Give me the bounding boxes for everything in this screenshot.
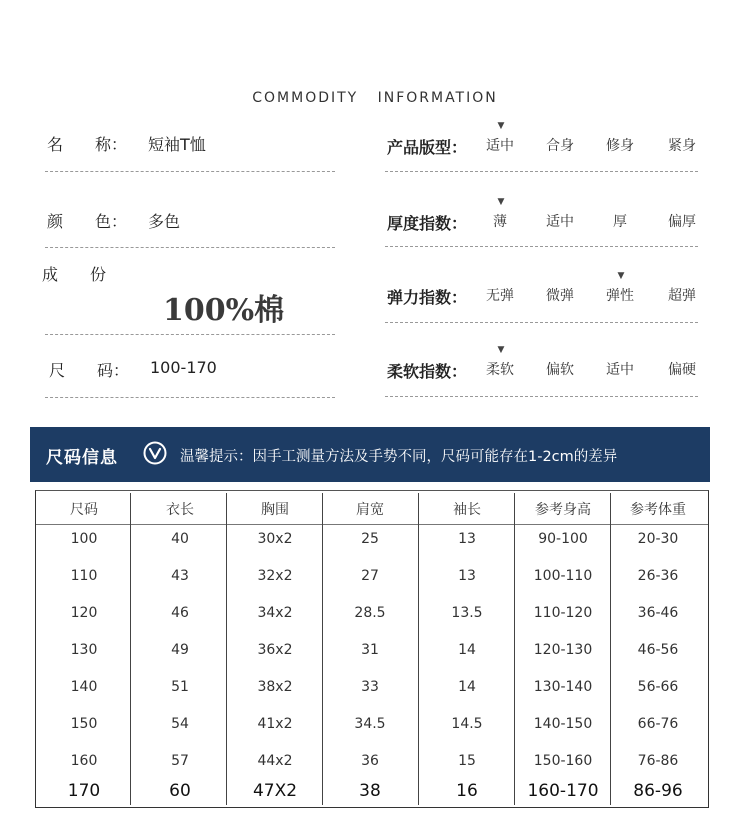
material-label: 成 份: [42, 265, 107, 284]
banner-tip: 温馨提示：因手工测量方法及手势不同，尺码可能存在1-2cm的差异: [180, 449, 618, 465]
table-cell: 38x2: [257, 679, 293, 695]
table-cell: 76-86: [637, 753, 679, 769]
index-label: 柔软指数：: [387, 362, 468, 381]
table-cell: 41x2: [257, 716, 293, 732]
table-cell: 43: [171, 568, 189, 584]
table-header-cell: 衣长: [166, 502, 194, 518]
table-cell: 100: [70, 531, 98, 547]
table-cell: 66-76: [637, 716, 679, 732]
index-option: 适中: [606, 362, 634, 378]
table-cell: 14.5: [451, 716, 483, 732]
table-cell: 27: [361, 568, 379, 584]
table-cell: 130: [70, 642, 98, 658]
table-cell: 13: [458, 531, 476, 547]
divider: [385, 396, 698, 397]
table-cell: 51: [171, 679, 189, 695]
table-cell: 120: [70, 605, 98, 621]
index-option: 修身: [606, 138, 634, 154]
table-cell: 160-170: [527, 781, 599, 801]
table-cell: 15: [458, 753, 476, 769]
index-option: 厚: [613, 214, 627, 230]
index-option: 紧身: [668, 138, 696, 154]
divider: [385, 322, 698, 323]
table-header-rule: [36, 524, 708, 525]
table-cell: 13.5: [451, 605, 483, 621]
selected-marker-icon: ▼: [617, 271, 625, 281]
table-header-cell: 胸围: [261, 502, 289, 518]
index-label: 厚度指数：: [387, 214, 468, 233]
table-header-cell: 肩宽: [356, 502, 384, 518]
table-cell: 25: [361, 531, 379, 547]
size-value: 100-170: [150, 358, 217, 377]
index-option: 薄: [493, 214, 507, 230]
index-option: 无弹: [486, 288, 514, 304]
divider: [385, 171, 698, 172]
table-cell: 60: [169, 781, 191, 801]
banner-title: 尺码信息: [46, 448, 118, 468]
table-cell: 38: [359, 781, 381, 801]
table-cell: 20-30: [637, 531, 679, 547]
table-cell: 30x2: [257, 531, 293, 547]
index-option: 偏软: [546, 362, 574, 378]
table-header-cell: 尺码: [70, 502, 98, 518]
name-label: 名 称：: [47, 135, 128, 154]
table-cell: 16: [456, 781, 478, 801]
index-option: 适中: [486, 138, 514, 154]
table-header-cell: 参考体重: [630, 502, 686, 518]
index-option: 微弹: [546, 288, 574, 304]
name-value: 短袖T恤: [148, 135, 206, 154]
selected-marker-icon: ▼: [497, 197, 505, 207]
table-cell: 110: [70, 568, 98, 584]
table-cell: 13: [458, 568, 476, 584]
table-cell: 31: [361, 642, 379, 658]
index-option: 柔软: [486, 362, 514, 378]
table-cell: 40: [171, 531, 189, 547]
check-circle-icon: [143, 441, 167, 465]
table-cell: 57: [171, 753, 189, 769]
table-cell: 90-100: [538, 531, 588, 547]
table-header-cell: 袖长: [453, 502, 481, 518]
index-option: 适中: [546, 214, 574, 230]
table-cell: 140: [70, 679, 98, 695]
table-cell: 28.5: [354, 605, 386, 621]
index-option: 偏硬: [668, 362, 696, 378]
index-option: 超弹: [668, 288, 696, 304]
table-cell: 46: [171, 605, 189, 621]
divider: [385, 246, 698, 247]
size-table: [35, 490, 709, 808]
table-cell: 140-150: [533, 716, 593, 732]
table-cell: 47X2: [252, 781, 298, 801]
divider: [45, 334, 335, 335]
selected-marker-icon: ▼: [497, 121, 505, 131]
table-cell: 34.5: [354, 716, 386, 732]
table-cell: 33: [361, 679, 379, 695]
table-cell: 160: [70, 753, 98, 769]
table-cell: 34x2: [257, 605, 293, 621]
index-option: 偏厚: [668, 214, 696, 230]
table-cell: 100-110: [533, 568, 593, 584]
table-cell: 54: [171, 716, 189, 732]
table-cell: 36x2: [257, 642, 293, 658]
table-cell: 150: [70, 716, 98, 732]
table-cell: 56-66: [637, 679, 679, 695]
table-cell: 14: [458, 642, 476, 658]
divider: [45, 247, 335, 248]
table-cell: 36: [361, 753, 379, 769]
table-cell: 26-36: [637, 568, 679, 584]
table-cell: 150-160: [533, 753, 593, 769]
table-cell: 14: [458, 679, 476, 695]
table-cell: 120-130: [533, 642, 593, 658]
size-info-banner: [30, 427, 710, 482]
table-cell: 170: [67, 781, 101, 801]
size-label: 尺 码：: [49, 361, 130, 380]
index-option: 合身: [546, 138, 574, 154]
table-cell: 46-56: [637, 642, 679, 658]
selected-marker-icon: ▼: [497, 345, 505, 355]
table-header-cell: 参考身高: [535, 502, 591, 518]
index-label: 弹力指数：: [387, 288, 468, 307]
table-cell: 49: [171, 642, 189, 658]
color-label: 颜 色：: [47, 212, 128, 231]
divider: [45, 397, 335, 398]
color-value: 多色: [148, 212, 181, 231]
table-cell: 44x2: [257, 753, 293, 769]
index-option: 弹性: [606, 288, 634, 304]
section-heading: COMMODITY INFORMATION: [252, 90, 498, 106]
table-cell: 130-140: [533, 679, 593, 695]
table-cell: 110-120: [533, 605, 593, 621]
divider: [45, 171, 335, 172]
table-cell: 86-96: [633, 781, 683, 801]
material-value: 100%棉: [163, 293, 285, 328]
index-label: 产品版型：: [387, 138, 468, 157]
table-cell: 32x2: [257, 568, 293, 584]
table-cell: 36-46: [637, 605, 679, 621]
